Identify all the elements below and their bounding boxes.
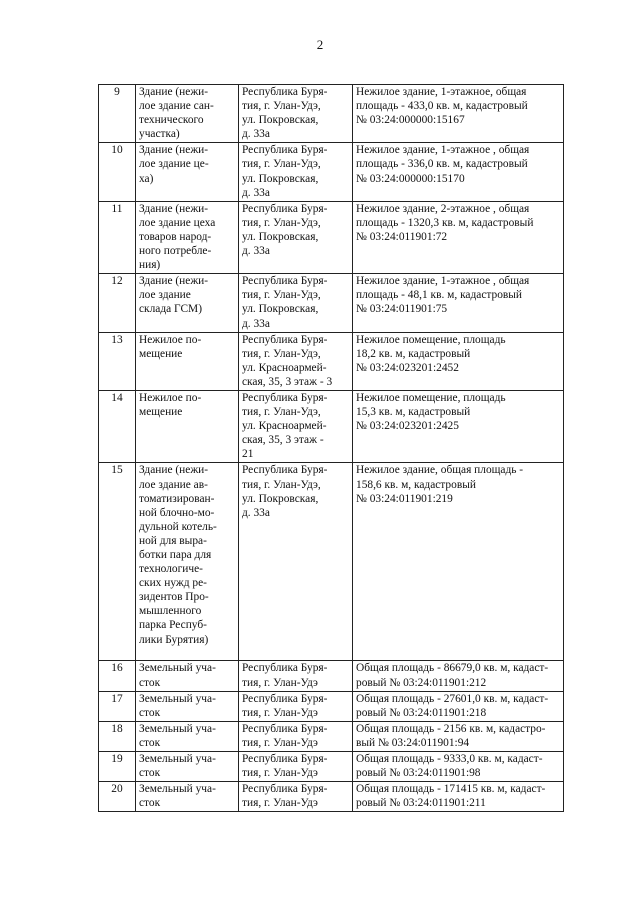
object-address: Республика Буря- тия, г. Улан-Удэ, ул. Красноармей- ская, 35, 3 этаж - 3 (239, 332, 353, 390)
object-description: Нежилое здание, 1-этажное , общая площадь - 48,1 кв. м, кадастровый № 03:24:011901:75 (353, 274, 564, 332)
row-number: 17 (99, 691, 136, 721)
object-address: Республика Буря- тия, г. Улан-Удэ, ул. Покровская, д. 33а (239, 201, 353, 273)
object-name: Нежилое по- мещение (136, 332, 239, 390)
row-number: 13 (99, 332, 136, 390)
object-description: Общая площадь - 9333,0 кв. м, кадаст- ровый № 03:24:011901:98 (353, 752, 564, 782)
object-address: Республика Буря- тия, г. Улан-Удэ (239, 752, 353, 782)
object-description: Нежилое здание, общая площадь - 158,6 кв. м, кадастровый № 03:24:011901:219 (353, 463, 564, 661)
table-row (99, 463, 564, 661)
table-row (99, 661, 564, 691)
object-address: Республика Буря- тия, г. Улан-Удэ, ул. Покровская, д. 33а (239, 85, 353, 143)
object-name: Земельный уча- сток (136, 752, 239, 782)
object-description: Общая площадь - 27601,0 кв. м, кадаст- ровый № 03:24:011901:218 (353, 691, 564, 721)
object-address: Республика Буря- тия, г. Улан-Удэ (239, 661, 353, 691)
row-number: 18 (99, 721, 136, 751)
row-number: 9 (99, 85, 136, 143)
object-description: Общая площадь - 2156 кв. м, кадастро- вый № 03:24:011901:94 (353, 721, 564, 751)
object-address: Республика Буря- тия, г. Улан-Удэ, ул. Покровская, д. 33а (239, 274, 353, 332)
object-address: Республика Буря- тия, г. Улан-Удэ, ул. Покровская, д. 33а (239, 463, 353, 661)
row-number: 12 (99, 274, 136, 332)
table-row (99, 143, 564, 201)
object-name: Земельный уча- сток (136, 782, 239, 812)
object-description: Нежилое помещение, площадь 15,3 кв. м, кадастровый № 03:24:023201:2425 (353, 390, 564, 462)
object-name: Земельный уча- сток (136, 691, 239, 721)
row-number: 15 (99, 463, 136, 661)
table-row (99, 691, 564, 721)
table-row (99, 85, 564, 143)
object-name: Здание (нежи- лое здание цеха товаров народ- ного потребле- ния) (136, 201, 239, 273)
object-address: Республика Буря- тия, г. Улан-Удэ (239, 721, 353, 751)
object-description: Общая площадь - 86679,0 кв. м, кадаст- ровый № 03:24:011901:212 (353, 661, 564, 691)
object-name: Здание (нежи- лое здание ав- томатизирован- ной блочно-мо- дульной котель- ной для выра- ботки пара для технологиче- ских нужд ре- зидентов Про- мышленного парка Респуб- лики Бурятия) (136, 463, 239, 661)
page-number: 2 (316, 37, 324, 52)
object-address: Республика Буря- тия, г. Улан-Удэ, ул. Покровская, д. 33а (239, 143, 353, 201)
table-row (99, 201, 564, 273)
row-number: 16 (99, 661, 136, 691)
object-description: Нежилое помещение, площадь 18,2 кв. м, кадастровый № 03:24:023201:2452 (353, 332, 564, 390)
table-row (99, 721, 564, 751)
object-name: Земельный уча- сток (136, 721, 239, 751)
object-name: Нежилое по- мещение (136, 390, 239, 462)
row-number: 10 (99, 143, 136, 201)
table-row (99, 782, 564, 812)
object-name: Земельный уча- сток (136, 661, 239, 691)
row-number: 11 (99, 201, 136, 273)
row-number: 19 (99, 752, 136, 782)
object-description: Нежилое здание, 1-этажное, общая площадь - 433,0 кв. м, кадастровый № 03:24:000000:15167 (353, 85, 564, 143)
object-description: Общая площадь - 171415 кв. м, кадаст- ровый № 03:24:011901:211 (353, 782, 564, 812)
object-description: Нежилое здание, 2-этажное , общая площадь - 1320,3 кв. м, кадастровый № 03:24:011901:72 (353, 201, 564, 273)
object-address: Республика Буря- тия, г. Улан-Удэ, ул. Красноармей- ская, 35, 3 этаж - 21 (239, 390, 353, 462)
object-address: Республика Буря- тия, г. Улан-Удэ (239, 691, 353, 721)
table-row (99, 332, 564, 390)
object-name: Здание (нежи- лое здание сан- технического участка) (136, 85, 239, 143)
property-table (98, 84, 564, 812)
table-row (99, 390, 564, 462)
object-name: Здание (нежи- лое здание склада ГСМ) (136, 274, 239, 332)
object-name: Здание (нежи- лое здание це- ха) (136, 143, 239, 201)
object-description: Нежилое здание, 1-этажное , общая площадь - 336,0 кв. м, кадастровый № 03:24:000000:15170 (353, 143, 564, 201)
row-number: 20 (99, 782, 136, 812)
row-number: 14 (99, 390, 136, 462)
table-row (99, 752, 564, 782)
table-row (99, 274, 564, 332)
object-address: Республика Буря- тия, г. Улан-Удэ (239, 782, 353, 812)
